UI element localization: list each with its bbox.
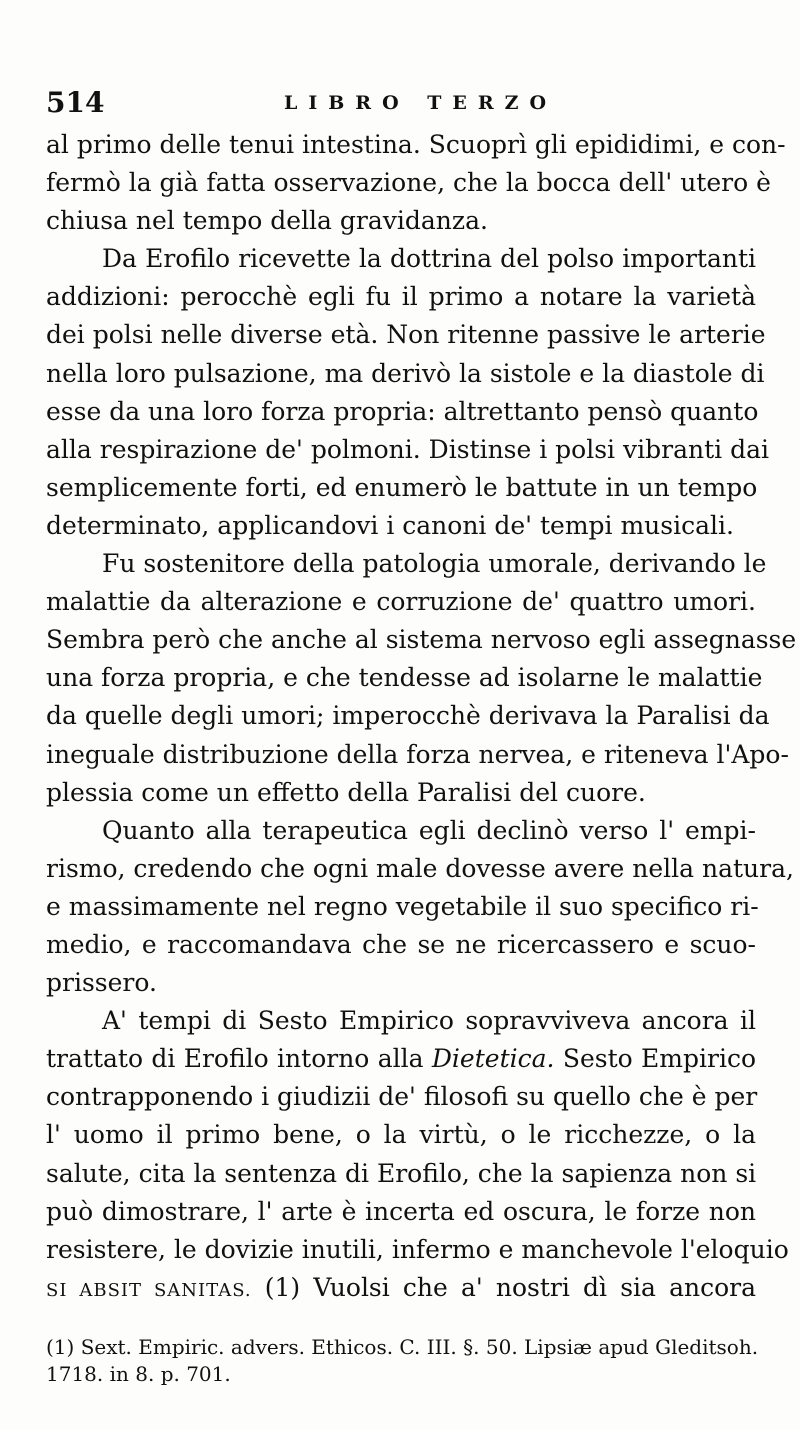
running-title: LIBRO TERZO bbox=[284, 92, 558, 114]
text-line bbox=[46, 1269, 756, 1307]
footnotes bbox=[46, 1334, 759, 1388]
text-line: al primo delle tenui intestina. Scuoprì gli epididimi, e con- bbox=[46, 130, 786, 159]
text-line: rismo, credendo che ogni male dovesse avere nella natura, bbox=[46, 853, 794, 883]
text-line: prissero. bbox=[46, 968, 157, 998]
text-line: e massimamente nel regno vegetabile il suo specifico ri- bbox=[46, 891, 759, 921]
text-line: salute, cita la sentenza di Erofilo, che la sapienza non si bbox=[46, 1158, 757, 1188]
text-line: nella loro pulsazione, ma derivò la sistole e la diastole di bbox=[46, 358, 765, 388]
text-line: esse da una loro forza propria: altrettanto pensò quanto bbox=[46, 396, 759, 426]
text-line: fermò la già fatta osservazione, che la bocca dell' utero è bbox=[46, 168, 771, 198]
text-line bbox=[46, 1040, 756, 1078]
text-line: contrapponendo i giudizii de' filosofi su quello che è per bbox=[46, 1082, 758, 1112]
text-fragment: trattato di Erofilo intorno alla bbox=[46, 1044, 424, 1074]
text-line: chiusa nel tempo della gravidanza. bbox=[46, 206, 488, 236]
text-fragment: (1) Vuolsi che a' nostri dì sia ancora bbox=[264, 1272, 756, 1302]
text-line: plessia come un effetto della Paralisi del cuore. bbox=[46, 777, 646, 807]
footnote-line: 1718. in 8. p. 701. bbox=[46, 1362, 231, 1386]
text-line: resistere, le dovizie inutili, infermo e manchevole l'eloquio bbox=[46, 1234, 789, 1264]
italic-title: Dietetica. bbox=[431, 1044, 555, 1074]
text-line: addizioni: perocchè egli fu il primo a notare la varietà bbox=[46, 282, 756, 312]
text-line: alla respirazione de' polmoni. Distinse i polsi vibranti dai bbox=[46, 434, 769, 464]
text-line: medio, e raccomandava che se ne ricercassero e scuo- bbox=[46, 929, 756, 959]
running-header bbox=[46, 86, 756, 122]
text-line: Quanto alla terapeutica egli declinò verso l' empi- bbox=[102, 815, 756, 845]
text-line: Da Erofilo ricevette la dottrina del polso importanti bbox=[102, 244, 756, 274]
footnote-line: (1) Sext. Empiric. advers. Ethicos. C. III. §. 50. Lipsiæ apud Gleditsoh. bbox=[46, 1335, 759, 1359]
text-line: Sembra però che anche al sistema nervoso egli assegnasse bbox=[46, 625, 797, 655]
page-number: 514 bbox=[46, 86, 105, 119]
text-line: A' tempi di Sesto Empirico sopravviveva ancora il bbox=[102, 1006, 756, 1036]
text-fragment: Sesto Empirico bbox=[562, 1044, 757, 1074]
text-line: ineguale distribuzione della forza nervea, e riteneva l'Apo- bbox=[46, 739, 789, 769]
text-line: l' uomo il primo bene, o la virtù, o le ricchezze, o la bbox=[46, 1120, 756, 1150]
text-line: da quelle degli umori; imperocchè derivava la Paralisi da bbox=[46, 701, 770, 731]
text-line: dei polsi nelle diverse età. Non ritenne passive le arterie bbox=[46, 320, 766, 350]
smallcaps-phrase: SI ABSIT SANITAS. bbox=[46, 1279, 252, 1301]
body-text bbox=[46, 126, 797, 1307]
text-line: determinato, applicandovi i canoni de' tempi musicali. bbox=[46, 510, 734, 540]
text-line: può dimostrare, l' arte è incerta ed oscura, le forze non bbox=[46, 1196, 756, 1226]
text-line: Fu sostenitore della patologia umorale, derivando le bbox=[102, 549, 767, 579]
text-line: una forza propria, e che tendesse ad isolarne le malattie bbox=[46, 663, 763, 693]
text-line: semplicemente forti, ed enumerò le battute in un tempo bbox=[46, 472, 758, 502]
text-line: malattie da alterazione e corruzione de' quattro umori. bbox=[46, 587, 756, 617]
